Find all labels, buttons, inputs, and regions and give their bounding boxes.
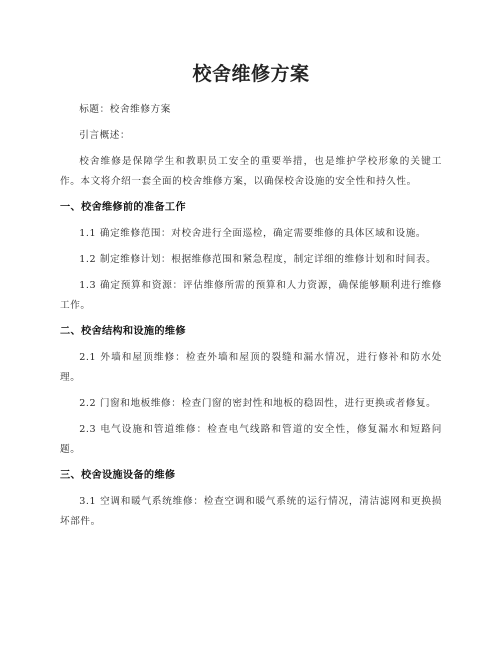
section-heading: 一、校舍维修前的准备工作 (60, 202, 186, 213)
section-item: 2.1 外墙和屋顶维修：检查外墙和屋顶的裂缝和漏水情况，进行修补和防水处理。 (60, 352, 442, 383)
section-item: 2.2 门窗和地板维修：检查门窗的密封性和地板的稳固性，进行更换或者修复。 (79, 398, 437, 409)
intro-label: 引言概述： (79, 130, 131, 141)
section-3 (60, 466, 442, 532)
meta-title: 标题：校舍维修方案 (79, 104, 171, 115)
document-body (60, 100, 442, 532)
section-item: 1.3 确定预算和资源：评估维修所需的预算和人力资源，确保能够顺利进行维修工作。 (60, 280, 442, 311)
section-item: 2.3 电气设施和管道维修：检查电气线路和管道的安全性，修复漏水和短路问题。 (60, 424, 442, 455)
section-heading: 三、校舍设施设备的维修 (60, 470, 176, 481)
document-title: 校舍维修方案 (192, 63, 310, 85)
section-item: 1.1 确定维修范围：对校舍进行全面巡检，确定需要维修的具体区域和设施。 (79, 228, 427, 239)
section-item: 3.1 空调和暖气系统维修：检查空调和暖气系统的运行情况，清洁滤网和更换损坏部件。 (60, 496, 442, 527)
section-2 (60, 322, 442, 460)
intro-paragraph: 校舍维修是保障学生和教职员工安全的重要举措，也是维护学校形象的关键工作。本文将介绍一套全面的校舍维修方案，以确保校舍设施的安全性和持久性。 (60, 156, 442, 187)
section-item: 1.2 制定维修计划：根据维修范围和紧急程度，制定详细的维修计划和时间表。 (79, 254, 437, 265)
section-1 (60, 198, 442, 316)
section-heading: 二、校舍结构和设施的维修 (60, 326, 186, 337)
